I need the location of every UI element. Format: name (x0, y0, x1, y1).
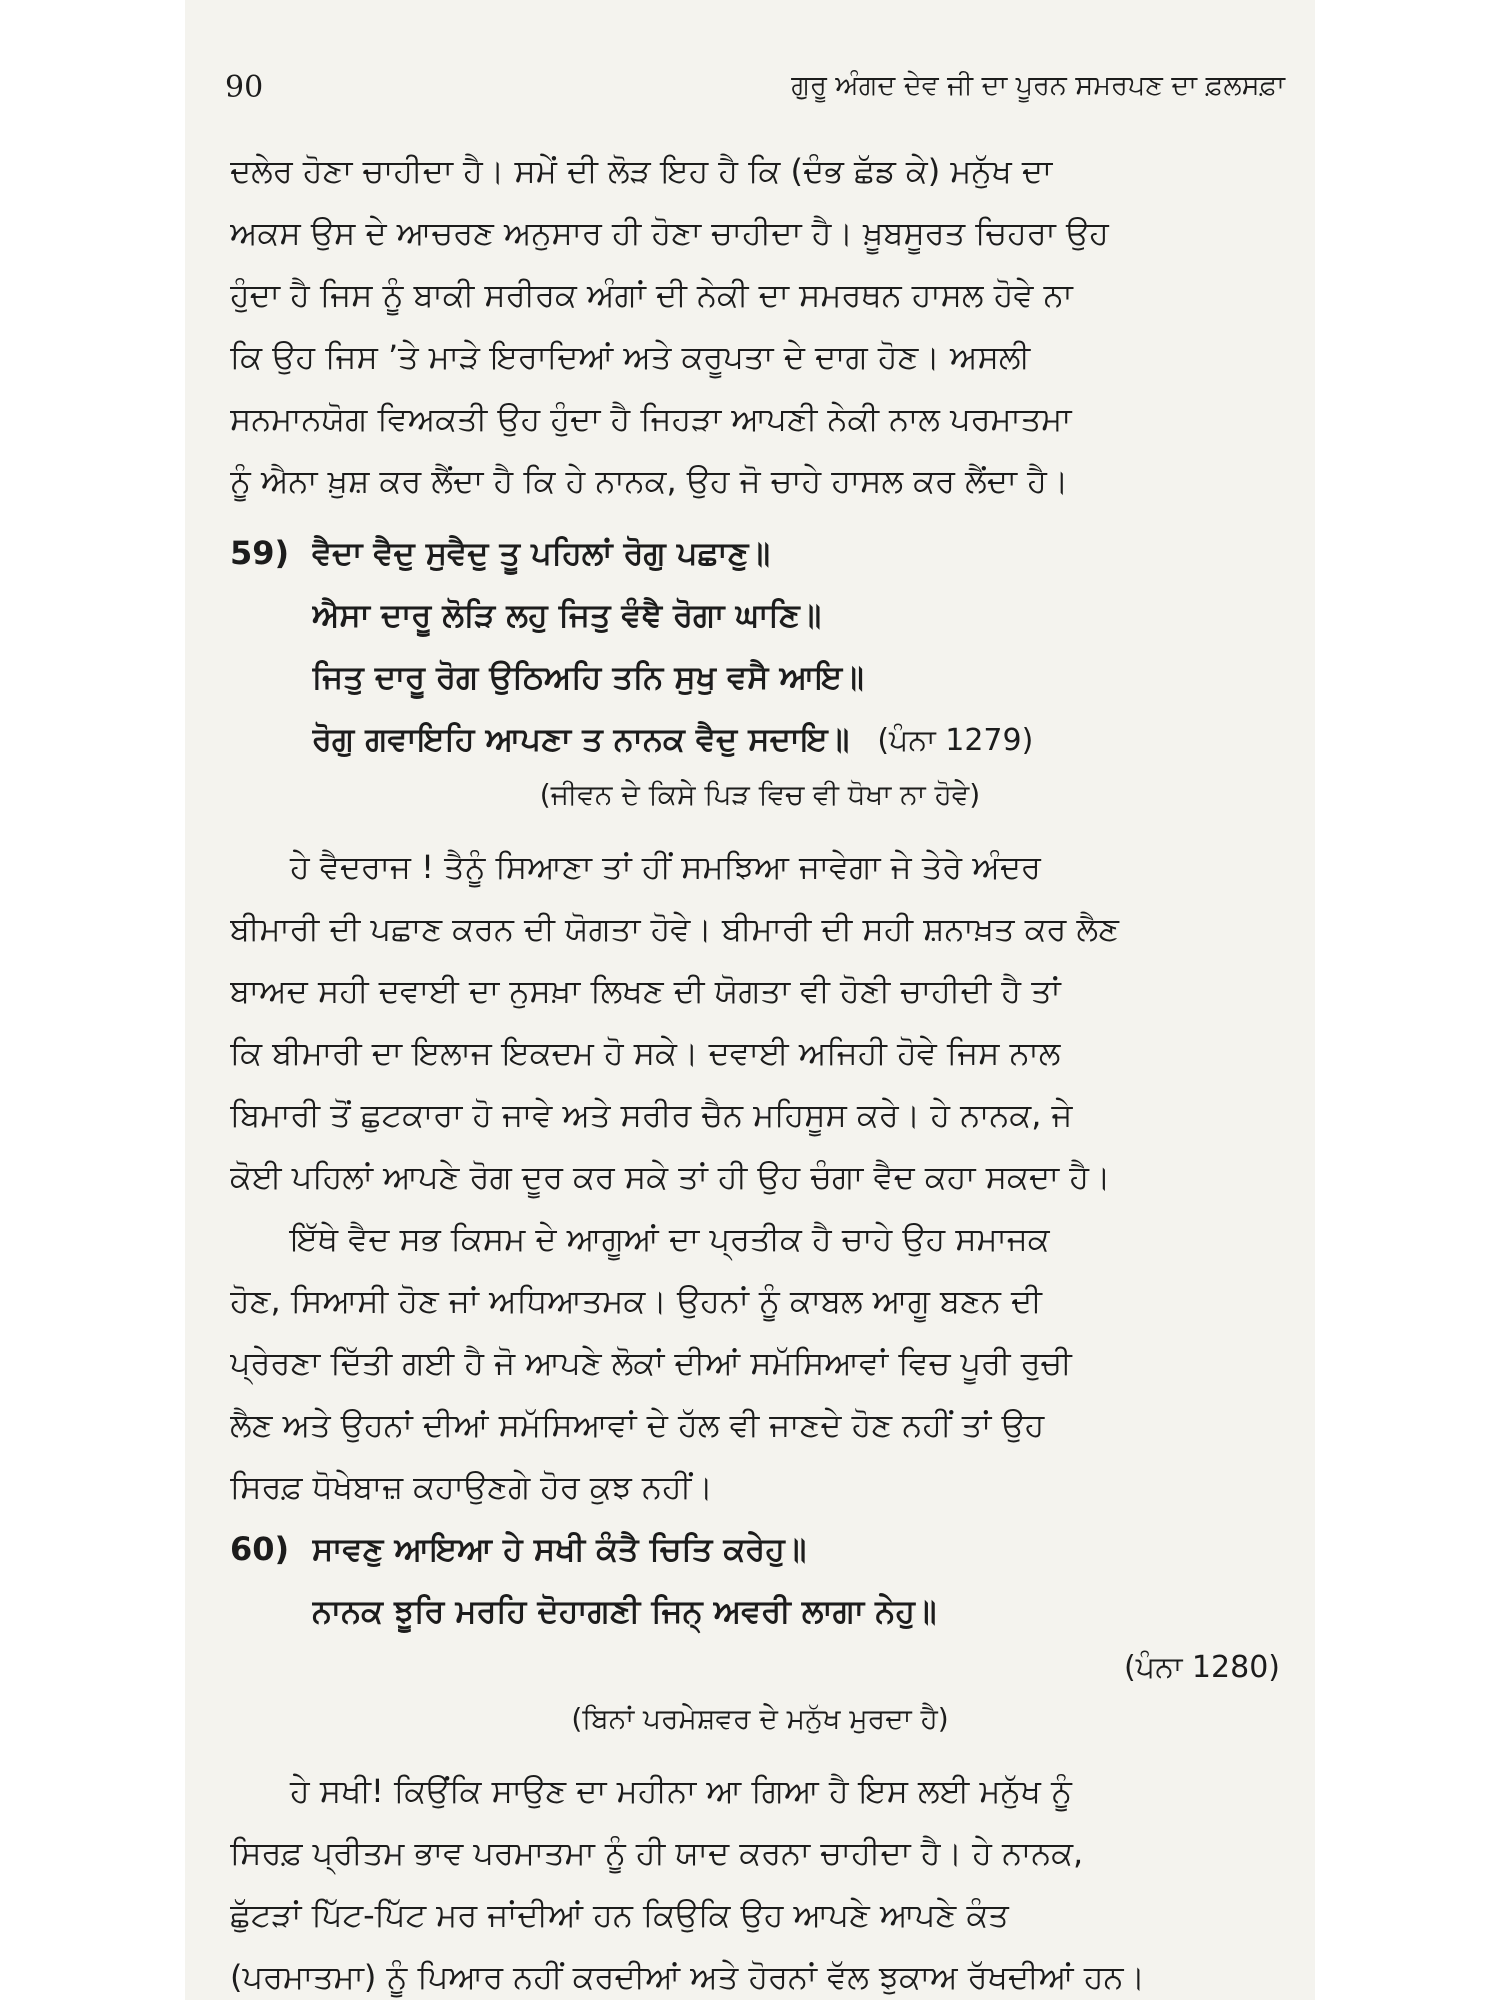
verse-reference: (ਪੰਨਾ 1280) (1124, 1650, 1280, 1685)
book-page (185, 0, 1315, 2000)
text-line: ਇੱਥੇ ਵੈਦ ਸਭ ਕਿਸਮ ਦੇ ਆਗੂਆਂ ਦਾ ਪ੍ਰਤੀਕ ਹੈ ਚਾਹੇ ਉਹ ਸਮਾਜਕ (290, 1220, 1050, 1258)
verse-caption: (ਜੀਵਨ ਦੇ ਕਿਸੇ ਪਿੜ ਵਿਚ ਵੀ ਧੋਖਾ ਨਾ ਹੋਵੇ) (539, 778, 981, 811)
verse-59 (230, 522, 1290, 770)
text-line: ਕੋਈ ਪਹਿਲਾਂ ਆਪਣੇ ਰੋਗ ਦੂਰ ਕਰ ਸਕੇ ਤਾਂ ਹੀ ਉਹ ਚੰਗਾ ਵੈਦ ਕਹਾ ਸਕਦਾ ਹੈ। (230, 1158, 1111, 1196)
intro-paragraph (230, 140, 1290, 512)
verse-number: 60) (230, 1530, 290, 1568)
page-header (185, 0, 1315, 130)
text-line: ਸਨਮਾਨਯੋਗ ਵਿਅਕਤੀ ਉਹ ਹੁੰਦਾ ਹੈ ਜਿਹੜਾ ਆਪਣੀ ਨੇਕੀ ਨਾਲ ਪਰਮਾਤਮਾ (230, 400, 1072, 438)
verse-line: ਨਾਨਕ ਝੂਰਿ ਮਰਹਿ ਦੋਹਾਗਣੀ ਜਿਨ੍ ਅਵਰੀ ਲਾਗਾ ਨੇਹੁ॥ (312, 1592, 937, 1630)
text-line: ਅਕਸ ਉਸ ਦੇ ਆਚਰਣ ਅਨੁਸਾਰ ਹੀ ਹੋਣਾ ਚਾਹੀਦਾ ਹੈ। ਖ਼ੂਬਸੂਰਤ ਚਿਹਰਾ ਉਹ (230, 214, 1109, 252)
text-line: ਹੋਣ, ਸਿਆਸੀ ਹੋਣ ਜਾਂ ਅਧਿਆਤਮਕ। ਉਹਨਾਂ ਨੂੰ ਕਾਬਲ ਆਗੂ ਬਣਨ ਦੀ (230, 1282, 1042, 1320)
verse-reference: (ਪੰਨਾ 1279) (877, 723, 1034, 758)
text-line: ਸਿਰਫ਼ ਧੋਖੇਬਾਜ਼ ਕਹਾਉਣਗੇ ਹੋਰ ਕੁਝ ਨਹੀਂ। (230, 1468, 713, 1506)
text-line: ਕਿ ਬੀਮਾਰੀ ਦਾ ਇਲਾਜ ਇਕਦਮ ਹੋ ਸਕੇ। ਦਵਾਈ ਅਜਿਹੀ ਹੋਵੇ ਜਿਸ ਨਾਲ (230, 1034, 1061, 1072)
text-line: ਬਿਮਾਰੀ ਤੋਂ ਛੁਟਕਾਰਾ ਹੋ ਜਾਵੇ ਅਤੇ ਸਰੀਰ ਚੈਨ ਮਹਿਸੂਸ ਕਰੇ। ਹੇ ਨਾਨਕ, ਜੇ (230, 1096, 1073, 1134)
commentary-paragraph (230, 1760, 1290, 2008)
verse-line: ਐਸਾ ਦਾਰੂ ਲੋੜਿ ਲਹੁ ਜਿਤੁ ਵੰਞੈ ਰੋਗਾ ਘਾਣਿ॥ (312, 596, 822, 634)
text-line: ਹੇ ਸਖੀ! ਕਿਉਂਕਿ ਸਾਉਣ ਦਾ ਮਹੀਨਾ ਆ ਗਿਆ ਹੈ ਇਸ ਲਈ ਮਨੁੱਖ ਨੂੰ (290, 1772, 1072, 1810)
page-number: 90 (225, 70, 264, 105)
text-line: ਸਿਰਫ਼ ਪ੍ਰੀਤਮ ਭਾਵ ਪਰਮਾਤਮਾ ਨੂੰ ਹੀ ਯਾਦ ਕਰਨਾ ਚਾਹੀਦਾ ਹੈ। ਹੇ ਨਾਨਕ, (230, 1834, 1084, 1872)
commentary-paragraph (230, 836, 1290, 1208)
text-line: ਨੂੰ ਐਨਾ ਖ਼ੁਸ਼ ਕਰ ਲੈਂਦਾ ਹੈ ਕਿ ਹੇ ਨਾਨਕ, ਉਹ ਜੋ ਚਾਹੇ ਹਾਸਲ ਕਰ ਲੈਂਦਾ ਹੈ। (230, 462, 1069, 500)
text-line: ਕਿ ਉਹ ਜਿਸ ’ਤੇ ਮਾੜੇ ਇਰਾਦਿਆਂ ਅਤੇ ਕਰੂਪਤਾ ਦੇ ਦਾਗ ਹੋਣ। ਅਸਲੀ (230, 338, 1031, 376)
text-line: ਦਲੇਰ ਹੋਣਾ ਚਾਹੀਦਾ ਹੈ। ਸਮੇਂ ਦੀ ਲੋੜ ਇਹ ਹੈ ਕਿ (ਦੰਭ ਛੱਡ ਕੇ) ਮਨੁੱਖ ਦਾ (230, 152, 1053, 190)
text-line: ਬਾਅਦ ਸਹੀ ਦਵਾਈ ਦਾ ਨੁਸਖ਼ਾ ਲਿਖਣ ਦੀ ਯੋਗਤਾ ਵੀ ਹੋਣੀ ਚਾਹੀਦੀ ਹੈ ਤਾਂ (230, 972, 1061, 1010)
text-line: ਹੇ ਵੈਦਰਾਜ ! ਤੈਨੂੰ ਸਿਆਣਾ ਤਾਂ ਹੀਂ ਸਮਝਿਆ ਜਾਵੇਗਾ ਜੇ ਤੇਰੇ ਅੰਦਰ (290, 848, 1041, 886)
spacer (230, 826, 1290, 836)
verse-line: ਵੈਦਾ ਵੈਦੁ ਸੁਵੈਦੁ ਤੂ ਪਹਿਲਾਂ ਰੋਗੁ ਪਛਾਣੁ॥ (312, 534, 771, 572)
verse-line: ਰੋਗੁ ਗਵਾਇਹਿ ਆਪਣਾ ਤ ਨਾਨਕ ਵੈਦੁ ਸਦਾਇ॥ (312, 720, 850, 758)
verse-number: 59) (230, 534, 290, 572)
text-line: ਬੀਮਾਰੀ ਦੀ ਪਛਾਣ ਕਰਨ ਦੀ ਯੋਗਤਾ ਹੋਵੇ। ਬੀਮਾਰੀ ਦੀ ਸਹੀ ਸ਼ਨਾਖ਼ਤ ਕਰ ਲੈਣ (230, 910, 1120, 948)
verse-line: ਸਾਵਣੁ ਆਇਆ ਹੇ ਸਖੀ ਕੰਤੈ ਚਿਤਿ ਕਰੇਹੁ॥ (312, 1530, 807, 1568)
spacer (230, 1750, 1290, 1760)
text-line: (ਪਰਮਾਤਮਾ) ਨੂੰ ਪਿਆਰ ਨਹੀਂ ਕਰਦੀਆਂ ਅਤੇ ਹੋਰਨਾਂ ਵੱਲ ਝੁਕਾਅ ਰੱਖਦੀਆਂ ਹਨ। (230, 1958, 1146, 1996)
verse-line: ਜਿਤੁ ਦਾਰੂ ਰੋਗ ਉਠਿਅਹਿ ਤਨਿ ਸੁਖੁ ਵਸੈ ਆਇ॥ (312, 658, 864, 696)
verse-caption: (ਬਿਨਾਂ ਪਰਮੇਸ਼ਵਰ ਦੇ ਮਨੁੱਖ ਮੁਰਦਾ ਹੈ) (571, 1702, 949, 1735)
verse-line-with-reference (312, 708, 1290, 770)
text-line: ਲੈਣ ਅਤੇ ਉਹਨਾਂ ਦੀਆਂ ਸਮੱਸਿਆਵਾਂ ਦੇ ਹੱਲ ਵੀ ਜਾਣਦੇ ਹੋਣ ਨਹੀਂ ਤਾਂ ਉਹ (230, 1406, 1045, 1444)
text-line: ਛੁੱਟੜਾਂ ਪਿੱਟ-ਪਿੱਟ ਮਰ ਜਾਂਦੀਆਂ ਹਨ ਕਿਉਕਿ ਉਹ ਆਪਣੇ ਆਪਣੇ ਕੰਤ (230, 1896, 1009, 1934)
page-body (230, 140, 1290, 2008)
verse-60 (230, 1518, 1290, 1694)
commentary-paragraph (230, 1208, 1290, 1518)
text-line: ਹੁੰਦਾ ਹੈ ਜਿਸ ਨੂੰ ਬਾਕੀ ਸਰੀਰਕ ਅੰਗਾਂ ਦੀ ਨੇਕੀ ਦਾ ਸਮਰਥਨ ਹਾਸਲ ਹੋਵੇ ਨਾ (230, 276, 1073, 314)
running-head: ਗੁਰੂ ਅੰਗਦ ਦੇਵ ਜੀ ਦਾ ਪੂਰਨ ਸਮਰਪਣ ਦਾ ਫ਼ਲਸਫ਼ਾ (791, 70, 1285, 101)
text-line: ਪ੍ਰੇਰਣਾ ਦਿੱਤੀ ਗਈ ਹੈ ਜੋ ਆਪਣੇ ਲੋਕਾਂ ਦੀਆਂ ਸਮੱਸਿਆਵਾਂ ਵਿਚ ਪੂਰੀ ਰੁਚੀ (230, 1344, 1072, 1382)
